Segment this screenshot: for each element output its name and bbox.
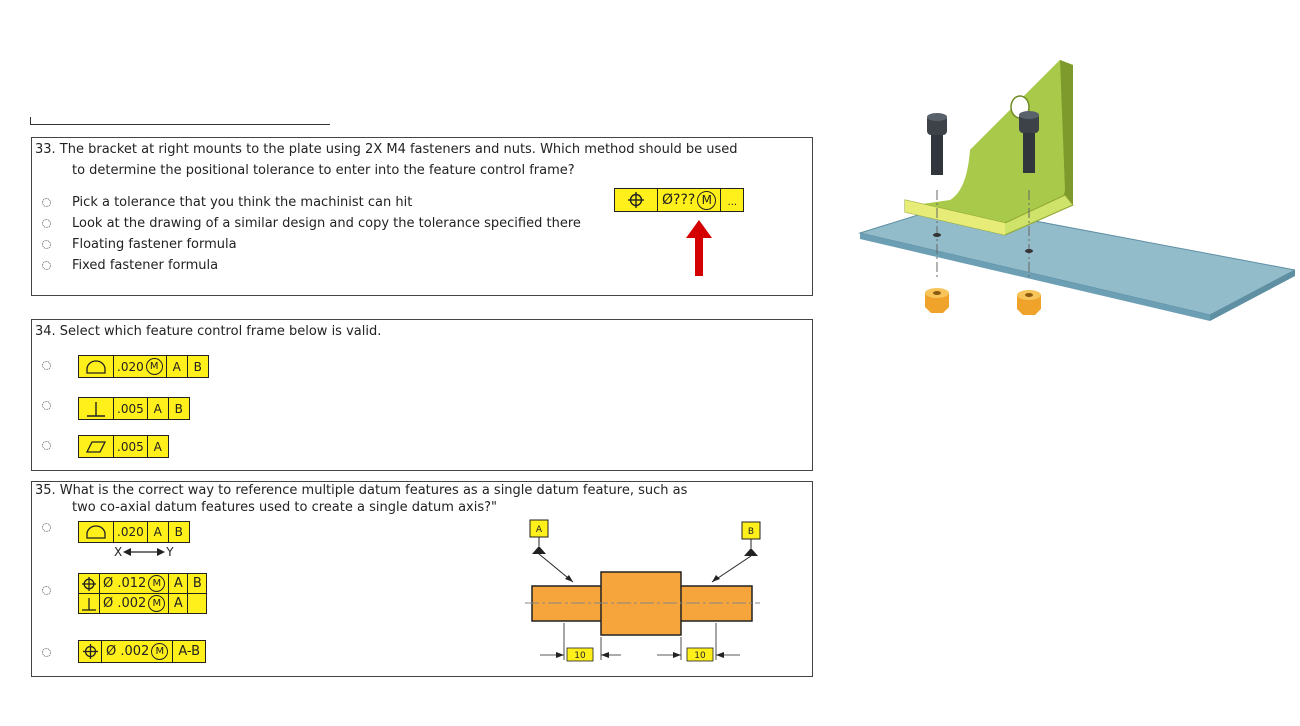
more-cell: ... bbox=[727, 197, 738, 208]
header-rule-tick bbox=[30, 117, 31, 125]
q33-feature-control-frame bbox=[614, 188, 744, 212]
q34-option-2[interactable] bbox=[42, 401, 51, 410]
bracket-assembly-illustration bbox=[855, 55, 1295, 325]
position-icon bbox=[615, 189, 658, 211]
perpendicularity-icon bbox=[79, 594, 100, 613]
radio-button[interactable] bbox=[42, 361, 51, 370]
q33-option-4[interactable]: Fixed fastener formula bbox=[42, 261, 51, 270]
datum-a-label: A bbox=[535, 525, 543, 535]
q33-option-1[interactable]: Pick a tolerance that you think the machinist can hit bbox=[42, 198, 51, 207]
shaft-drawing bbox=[520, 515, 770, 670]
dim-right-label: 10 bbox=[694, 651, 706, 661]
perpendicularity-icon bbox=[79, 398, 114, 419]
q35-frame-1: .020 A B bbox=[78, 521, 190, 543]
question-33-text: 33. The bracket at right mounts to the plate using 2X M4 fasteners and nuts. Which method should be used to determine the positional tolerance to enter into the feature control frame? bbox=[35, 142, 738, 178]
mmc-modifier: M bbox=[697, 191, 716, 210]
q35-composite-frame: Ø .012 M A B Ø .002 M A bbox=[78, 573, 207, 614]
radio-button[interactable] bbox=[42, 240, 51, 249]
double-arrow-icon bbox=[123, 547, 165, 557]
question-35-text: 35. What is the correct way to reference multiple datum features as a single datum feature, such as two co-axial datum features used to create a single datum axis?" bbox=[35, 483, 688, 515]
radio-button[interactable] bbox=[42, 586, 51, 595]
header-rule bbox=[30, 124, 330, 125]
flatness-icon bbox=[79, 436, 114, 457]
q34-frame-2: .005 A B bbox=[78, 397, 190, 420]
radio-button[interactable] bbox=[42, 648, 51, 657]
q34-frame-3: .005 A bbox=[78, 435, 169, 458]
q35-option-2[interactable] bbox=[42, 586, 51, 595]
profile-surface-icon bbox=[79, 356, 114, 377]
radio-button[interactable] bbox=[42, 441, 51, 450]
q35-option-3[interactable] bbox=[42, 648, 51, 657]
q34-option-1[interactable] bbox=[42, 361, 51, 370]
position-icon bbox=[79, 574, 100, 593]
between-symbol: X Y bbox=[114, 545, 174, 559]
radio-button[interactable] bbox=[42, 261, 51, 270]
dim-left-label: 10 bbox=[574, 651, 586, 661]
datum-b-label: B bbox=[747, 527, 755, 537]
q33-option-2[interactable]: Look at the drawing of a similar design and copy the tolerance specified there bbox=[42, 219, 51, 228]
q35-frame-3: Ø .002 M A-B bbox=[78, 640, 206, 663]
profile-surface-icon bbox=[79, 522, 114, 542]
radio-button[interactable] bbox=[42, 198, 51, 207]
question-34-text: 34. Select which feature control frame below is valid. bbox=[35, 324, 382, 339]
position-icon bbox=[79, 641, 102, 662]
q34-frame-1: .020 M A B bbox=[78, 355, 209, 378]
radio-button[interactable] bbox=[42, 401, 51, 410]
tolerance-cell: Ø??? M bbox=[658, 189, 721, 211]
radio-button[interactable] bbox=[42, 219, 51, 228]
q34-option-3[interactable] bbox=[42, 441, 51, 450]
radio-button[interactable] bbox=[42, 523, 51, 532]
arrow-up-icon bbox=[686, 220, 712, 276]
q33-option-3[interactable]: Floating fastener formula bbox=[42, 240, 51, 249]
q35-option-1[interactable] bbox=[42, 523, 51, 532]
